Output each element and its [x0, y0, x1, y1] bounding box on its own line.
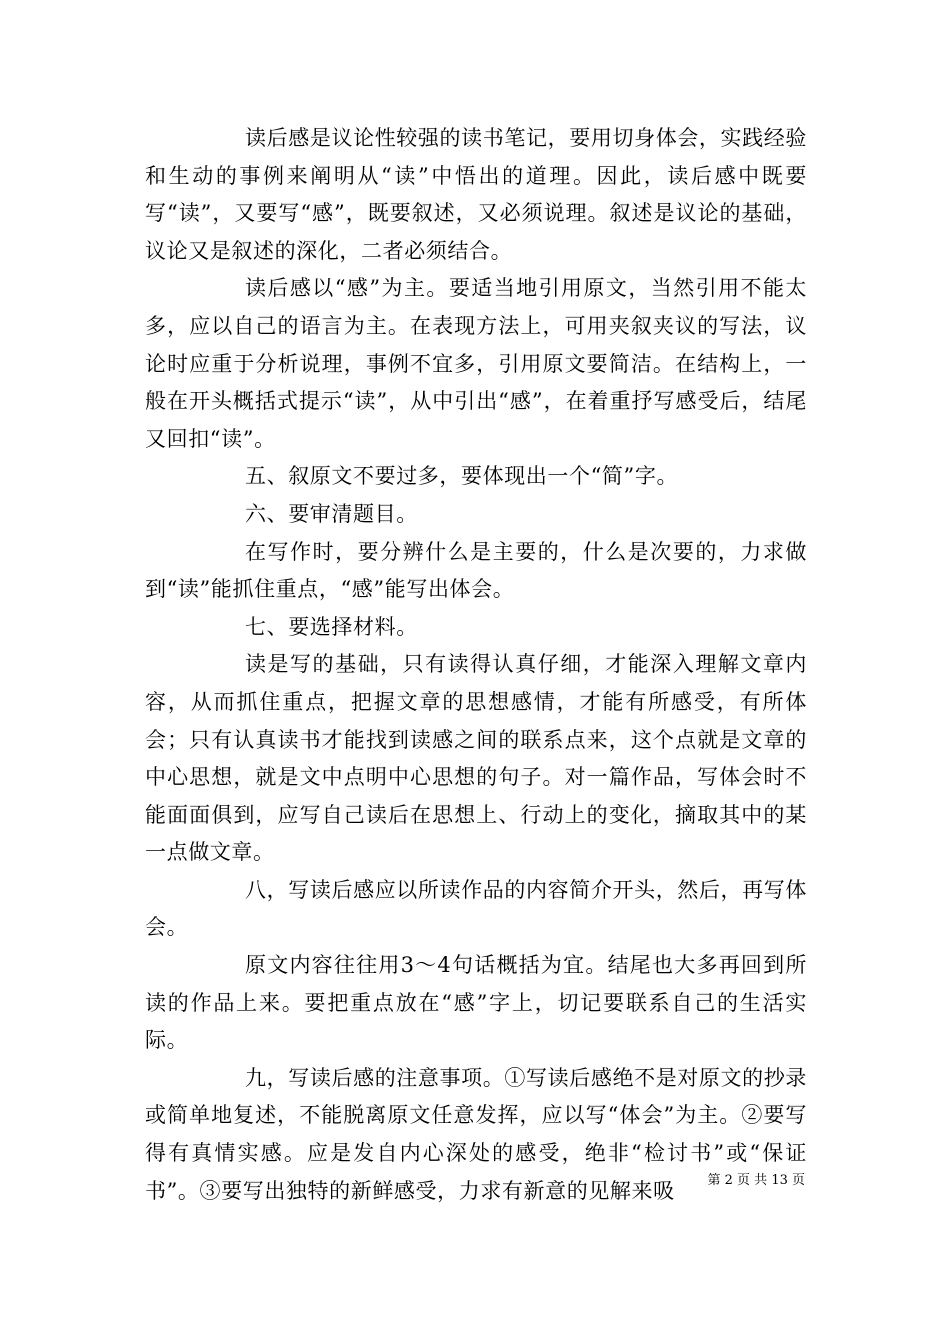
paragraph-7: 读是写的基础，只有读得认真仔细，才能深入理解文章内容，从而抓住重点，把握文章的思想感情，才能有所感受，有所体会；只有认真读书才能找到读感之间的联系点来，这个点就是文章的中心思想，就是文中点明中心思想的句子。对一篇作品，写体会时不能面面俱到，应写自己读后在思想上、行动上的变化，摘取其中的某一点做文章。	[145, 652, 807, 865]
paragraph-10: 九，写读后感的注意事项。①写读后感绝不是对原文的抄录或简单地复述，不能脱离原文任意发挥，应以写“体会”为主。②要写得有真情实感。应是发自内心深处的感受，绝非“检讨书”或“保证书”。③要写出独特的新鲜感受，力求有新意的见解来吸	[145, 1065, 807, 1203]
document-body	[145, 120, 807, 1210]
paragraph-4: 六、要审清题目。	[245, 501, 418, 526]
paragraph-2: 读后感以“感”为主。要适当地引用原文，当然引用不能太多，应以自己的语言为主。在表现方法上，可用夹叙夹议的写法，议论时应重于分析说理，事例不宜多，引用原文要简洁。在结构上，一般在开头概括式提示“读”，从中引出“感”，在着重抒写感受后，结尾又回扣“读”。	[145, 276, 807, 451]
paragraph-5: 在写作时，要分辨什么是主要的，什么是次要的，力求做到“读”能抓住重点，“感”能写出体会。	[145, 539, 807, 602]
paragraph-9: 原文内容往往用3～4句话概括为宜。结尾也大多再回到所读的作品上来。要把重点放在“感”字上，切记要联系自己的生活实际。	[145, 953, 807, 1053]
paragraph-3: 五、叙原文不要过多，要体现出一个“简”字。	[245, 464, 679, 489]
page-number-footer: 第 2 页 共 13 页	[707, 1173, 805, 1188]
paragraph-6: 七、要选择材料。	[245, 614, 418, 639]
paragraph-1: 读后感是议论性较强的读书笔记，要用切身体会，实践经验和生动的事例来阐明从“读”中悟出的道理。因此，读后感中既要写“读”，又要写“感”，既要叙述，又必须说理。叙述是议论的基础，议论又是叙述的深化，二者必须结合。	[145, 126, 807, 263]
paragraph-8: 八，写读后感应以所读作品的内容简介开头，然后，再写体会。	[145, 877, 807, 940]
